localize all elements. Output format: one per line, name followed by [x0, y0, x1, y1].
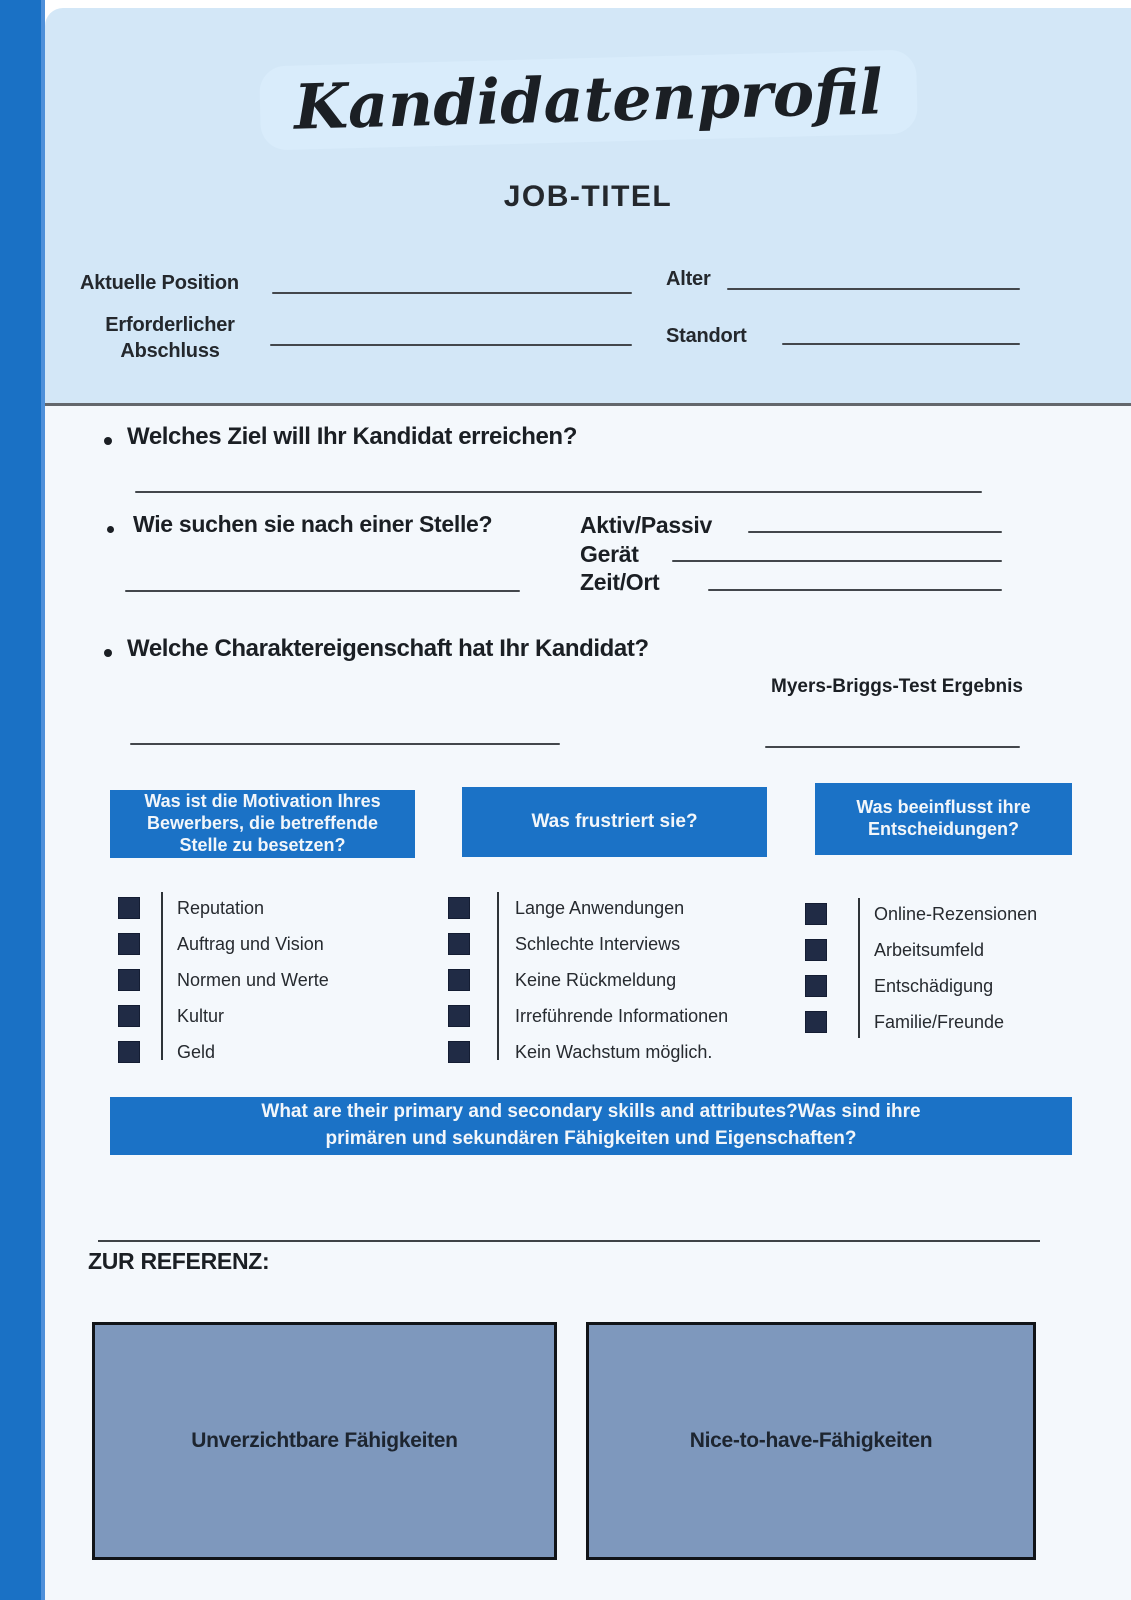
checkbox[interactable]: [118, 933, 140, 955]
location-field-line[interactable]: [782, 343, 1020, 345]
checkbox[interactable]: [805, 975, 827, 997]
list-item: [805, 968, 1037, 1004]
myers-briggs-answer-line[interactable]: [765, 746, 1020, 748]
checkbox[interactable]: [118, 1005, 140, 1027]
list-item-label: Online-Rezensionen: [874, 903, 1038, 924]
checkbox[interactable]: [118, 897, 140, 919]
bullet-icon: [104, 649, 112, 657]
age-label: Alter: [666, 268, 711, 290]
must-have-skills-label: Unverzichtbare Fähigkeiten: [191, 1429, 458, 1452]
list-item: [118, 890, 329, 926]
skills-banner: [110, 1097, 1072, 1155]
bullet-icon: [107, 526, 114, 533]
motivation-header-box: Was ist die Motivation Ihres Bewerbers, die betreffende Stelle zu besetzen?: [110, 790, 415, 858]
myers-briggs-label: Myers-Briggs-Test Ergebnis: [771, 676, 1023, 697]
device-label: Gerät: [580, 541, 639, 567]
checkbox[interactable]: [118, 969, 140, 991]
location-label: Standort: [666, 325, 747, 347]
required-degree-label: Erforderlicher Abschluss: [105, 314, 235, 362]
reference-heading: ZUR REFERENZ:: [88, 1248, 270, 1274]
list-item-label: Kein Wachstum möglich.: [515, 1041, 713, 1062]
active-passive-label: Aktiv/Passiv: [580, 512, 712, 538]
current-position-field-line[interactable]: [272, 292, 632, 294]
character-answer-line[interactable]: [130, 743, 560, 745]
skills-banner-line2: primären und sekundären Fähigkeiten und Eigenschaften?: [325, 1128, 857, 1149]
header-divider-line: [45, 403, 1131, 406]
title-wrap: [45, 55, 1131, 144]
influence-header-box: Was beeinflusst ihre Entscheidungen?: [815, 783, 1072, 855]
checkbox[interactable]: [448, 933, 470, 955]
age-field-line[interactable]: [727, 288, 1020, 290]
checkbox[interactable]: [118, 1041, 140, 1063]
list-item-label: Normen und Werte: [177, 969, 329, 990]
question-character: Welche Charaktereigenschaft hat Ihr Kandidat?: [127, 635, 649, 662]
list-item-label: Entschädigung: [874, 975, 994, 996]
bullet-icon: [104, 437, 112, 445]
frustration-header-box: Was frustriert sie?: [462, 787, 767, 857]
job-search-answer-line[interactable]: [125, 590, 520, 592]
list-item: [805, 896, 1037, 932]
list-item: [118, 998, 329, 1034]
list-item-label: Irreführende Informationen: [515, 1005, 729, 1026]
checkbox[interactable]: [448, 897, 470, 919]
influence-checklist: [805, 896, 1037, 1040]
goal-answer-line[interactable]: [135, 491, 982, 493]
list-item: [448, 1034, 728, 1070]
list-item: [448, 926, 728, 962]
checkbox[interactable]: [448, 969, 470, 991]
list-item: [448, 890, 728, 926]
nice-to-have-skills-label: Nice-to-have-Fähigkeiten: [689, 1429, 933, 1452]
list-item-label: Keine Rückmeldung: [515, 969, 677, 990]
list-item: [118, 1034, 329, 1070]
list-item: [118, 962, 329, 998]
question-job-search: Wie suchen sie nach einer Stelle?: [133, 511, 493, 537]
checklist-divider: [858, 898, 860, 1038]
list-item: [448, 962, 728, 998]
left-accent-stripe: [0, 0, 45, 1600]
nice-to-have-skills-box[interactable]: [586, 1322, 1036, 1560]
page-title: Kandidatenprofil: [259, 49, 918, 150]
list-item-label: Familie/Freunde: [874, 1011, 1005, 1032]
list-item-label: Kultur: [177, 1005, 225, 1026]
list-item: [118, 926, 329, 962]
must-have-skills-box[interactable]: [92, 1322, 557, 1560]
time-place-field-line[interactable]: [708, 589, 1002, 591]
list-item-label: Arbeitsumfeld: [874, 939, 985, 960]
frustration-checklist: [448, 890, 728, 1070]
checkbox[interactable]: [805, 1011, 827, 1033]
list-item-label: Geld: [177, 1041, 216, 1062]
list-item-label: Reputation: [177, 897, 265, 918]
list-item-label: Auftrag und Vision: [177, 933, 324, 954]
active-passive-field-line[interactable]: [748, 531, 1002, 533]
list-item: [805, 1004, 1037, 1040]
list-item-label: Schlechte Interviews: [515, 933, 681, 954]
list-item: [448, 998, 728, 1034]
list-item-label: Lange Anwendungen: [515, 897, 685, 918]
checkbox[interactable]: [448, 1005, 470, 1027]
section-divider-line: [98, 1240, 1040, 1242]
checklist-divider: [497, 892, 499, 1060]
required-degree-field-line[interactable]: [270, 344, 632, 346]
checkbox[interactable]: [805, 939, 827, 961]
job-title-heading: JOB-TITEL: [503, 180, 673, 213]
skills-banner-line1: What are their primary and secondary skills and attributes?Was sind ihre: [261, 1101, 921, 1123]
question-goal: Welches Ziel will Ihr Kandidat erreichen?: [127, 423, 577, 450]
current-position-label: Aktuelle Position: [80, 272, 239, 294]
motivation-checklist: [118, 890, 329, 1070]
time-place-label: Zeit/Ort: [580, 569, 660, 595]
checklist-divider: [161, 892, 163, 1060]
checkbox[interactable]: [448, 1041, 470, 1063]
checkbox[interactable]: [805, 903, 827, 925]
device-field-line[interactable]: [672, 560, 1002, 562]
list-item: [805, 932, 1037, 968]
